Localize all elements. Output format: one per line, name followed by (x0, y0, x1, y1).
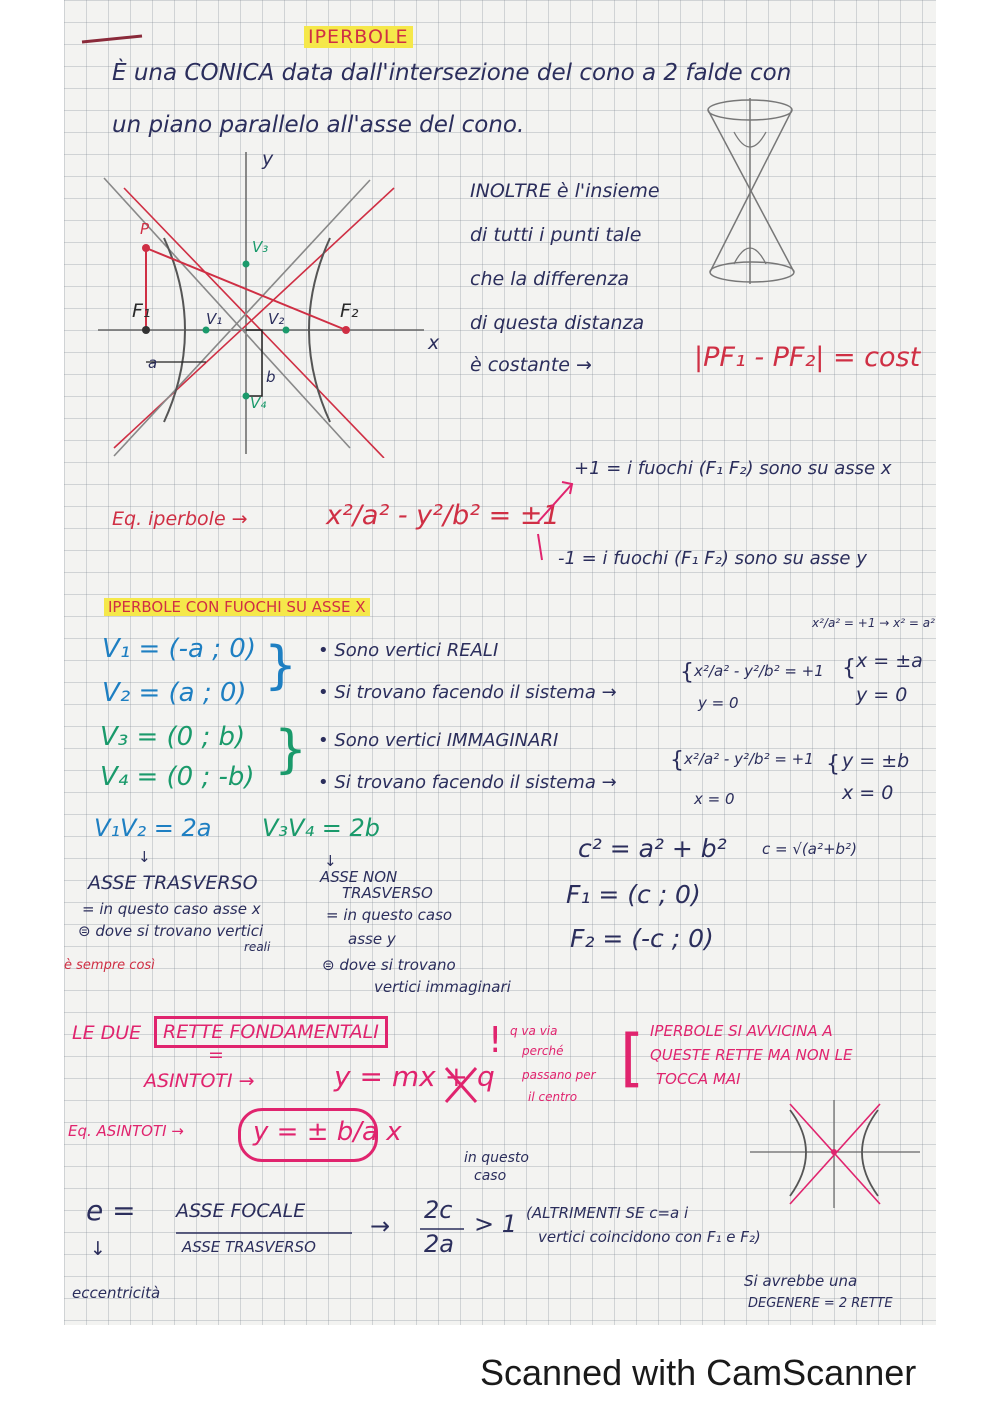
graph-label-f2: F₂ (340, 300, 359, 322)
asintoti-desc-2: QUESTE RETTE MA NON LE (650, 1046, 853, 1064)
real-note-1: • Sono vertici REALI (318, 640, 499, 661)
solution-2-a: y = ±b (842, 750, 910, 772)
eccentricity-arrow: → (370, 1212, 391, 1240)
graph-label-f1: F₁ (132, 300, 151, 322)
solution-1-brace: { (842, 656, 856, 681)
graph-label-a: a (148, 354, 158, 372)
eccentricity-label: eccentricità (72, 1284, 161, 1302)
q-note-3: passano per (522, 1068, 596, 1082)
graph-label-v2: V₂ (268, 310, 285, 328)
double-cone-sketch (704, 92, 814, 292)
definition-line-2: di tutti i punti tale (470, 224, 642, 246)
fraction-bar-1 (176, 1230, 356, 1236)
c-formula: c² = a² + b² (578, 834, 727, 863)
vertex-v4: V₄ = (0 ; -b) (100, 762, 255, 792)
asintoti-name: ASINTOTI → (144, 1070, 255, 1092)
imaginary-note-2: • Si trovano facendo il sistema → (318, 772, 617, 793)
side-note: x²/a² = +1 → x² = a² (812, 616, 935, 630)
definition-line-1: INOLTRE è l'insieme (470, 180, 660, 202)
equation-label: Eq. iperbole → (112, 508, 248, 530)
graph-label-v4: V₄ (250, 394, 267, 412)
graph-label-x: x (428, 332, 440, 354)
asse-non-3: ⊜ dove si trovano (322, 956, 456, 974)
greater-than-one: > 1 (474, 1210, 518, 1238)
plus-case-note: +1 = i fuochi (F₁ F₂) sono su asse x (574, 458, 892, 479)
asse-non-title-2: TRASVERSO (342, 884, 433, 902)
asintoti-desc-3: TOCCA MAI (656, 1070, 741, 1088)
asse-non-title-1: ASSE NON (320, 868, 398, 886)
solution-2-b: x = 0 (842, 782, 894, 804)
attention-mark: ! (488, 1020, 503, 1061)
asymptote-sketch (750, 1100, 920, 1210)
bracket: [ (620, 1021, 645, 1094)
solution-1-a: x = ±a (856, 650, 923, 672)
cross-out-q (442, 1062, 482, 1112)
minus-case-note: -1 = i fuochi (F₁ F₂) sono su asse y (558, 548, 867, 569)
brace-imaginary: } (274, 720, 308, 780)
degenerate-1: Si avrebbe una (744, 1272, 858, 1290)
frac-den: 2a (424, 1230, 454, 1258)
notebook-page (64, 0, 936, 1325)
system-1-brace: { (680, 660, 694, 685)
asintoti-formula: y = mx + q (334, 1060, 495, 1093)
eccentricity-numerator: ASSE FOCALE (176, 1200, 306, 1222)
segment-v3v4: V₃V₄ = 2b (262, 814, 380, 842)
graph-label-p: P (140, 220, 150, 238)
asse-non-4: vertici immaginari (374, 978, 511, 996)
asse-trasverso-3: reali (244, 940, 271, 954)
definition-line-5: è costante → (470, 354, 592, 376)
eccentricity-down-arrow: ↓ (90, 1238, 106, 1260)
section-title: IPERBOLE CON FUOCHI SU ASSE X (104, 598, 370, 616)
q-note-1: q va via (510, 1024, 558, 1038)
asse-trasverso-1: = in questo caso asse x (82, 900, 261, 918)
graph-label-b: b (266, 368, 276, 386)
eq-asintoti-label: Eq. ASINTOTI → (68, 1122, 184, 1140)
asintoti-desc-1: IPERBOLE SI AVVICINA A (650, 1022, 833, 1040)
system-1-eq-b: y = 0 (698, 694, 739, 712)
page-title: IPERBOLE (304, 26, 413, 48)
q-note-4: il centro (528, 1090, 578, 1104)
rette-equals: = (208, 1044, 224, 1066)
rette-prefix: LE DUE (72, 1022, 142, 1044)
rette-fondamentali-box: RETTE FONDAMENTALI (154, 1016, 388, 1048)
imaginary-note-1: • Sono vertici IMMAGINARI (318, 730, 559, 751)
margin-stroke (80, 28, 160, 48)
c-note: c = √(a²+b²) (762, 840, 857, 858)
note-above-2: caso (474, 1168, 507, 1184)
graph-label-v1: V₁ (206, 310, 223, 328)
solution-1-b: y = 0 (856, 684, 908, 706)
definition-line-3: che la differenza (470, 268, 630, 290)
eccentricity-denominator: ASSE TRASVERSO (182, 1238, 316, 1256)
system-1-eq-a: x²/a² - y²/b² = +1 (694, 662, 824, 680)
eq-asintoti-formula: y = ± b/a x (238, 1108, 378, 1162)
asse-trasverso-2: ⊜ dove si trovano vertici (78, 922, 264, 940)
scanner-watermark: Scanned with CamScanner (480, 1352, 917, 1393)
intro-line-2: un piano parallelo all'asse del cono. (112, 112, 525, 138)
intro-line-1: È una CONICA data dall'intersezione del cono a 2 falde con (112, 60, 792, 86)
asse-non-2: asse y (348, 930, 396, 948)
system-2-brace: { (670, 748, 684, 773)
graph-label-y: y (262, 148, 274, 170)
degenerate-2: DEGENERE = 2 RETTE (748, 1296, 893, 1311)
asse-non-1: = in questo caso (326, 906, 453, 924)
solution-2-brace: { (826, 752, 840, 777)
system-2-eq-b: x = 0 (694, 790, 735, 808)
asse-trasverso-title: ASSE TRASVERSO (88, 872, 258, 894)
graph-label-v3: V₃ (252, 238, 269, 256)
q-note-2: perché (522, 1044, 564, 1058)
otherwise-2: vertici coincidono con F₁ e F₂) (538, 1228, 761, 1246)
eccentricity-symbol: e = (86, 1194, 136, 1227)
distance-formula: |PF₁ - PF₂| = cost (694, 342, 921, 373)
frac-num: 2c (424, 1196, 453, 1224)
down-arrow-2: ↓ (324, 852, 337, 870)
segment-v1v2: V₁V₂ = 2a (94, 814, 212, 842)
asse-trasverso-4: è sempre così (64, 958, 155, 973)
note-above-1: in questo (464, 1150, 529, 1166)
system-2-eq-a: x²/a² - y²/b² = +1 (684, 750, 814, 768)
definition-line-4: di questa distanza (470, 312, 645, 334)
otherwise-1: (ALTRIMENTI SE c=a i (526, 1204, 689, 1222)
down-arrow-1: ↓ (138, 848, 151, 866)
vertex-v3: V₃ = (0 ; b) (100, 722, 246, 752)
brace-real: } (264, 636, 298, 696)
real-note-2: • Si trovano facendo il sistema → (318, 682, 617, 703)
vertex-v1: V₁ = (-a ; 0) (102, 634, 256, 664)
focus-f2: F₂ = (-c ; 0) (570, 924, 714, 953)
vertex-v2: V₂ = (a ; 0) (102, 678, 247, 708)
equation-formula: x²/a² - y²/b² = ±1 (326, 500, 560, 531)
focus-f1: F₁ = (c ; 0) (566, 880, 701, 909)
